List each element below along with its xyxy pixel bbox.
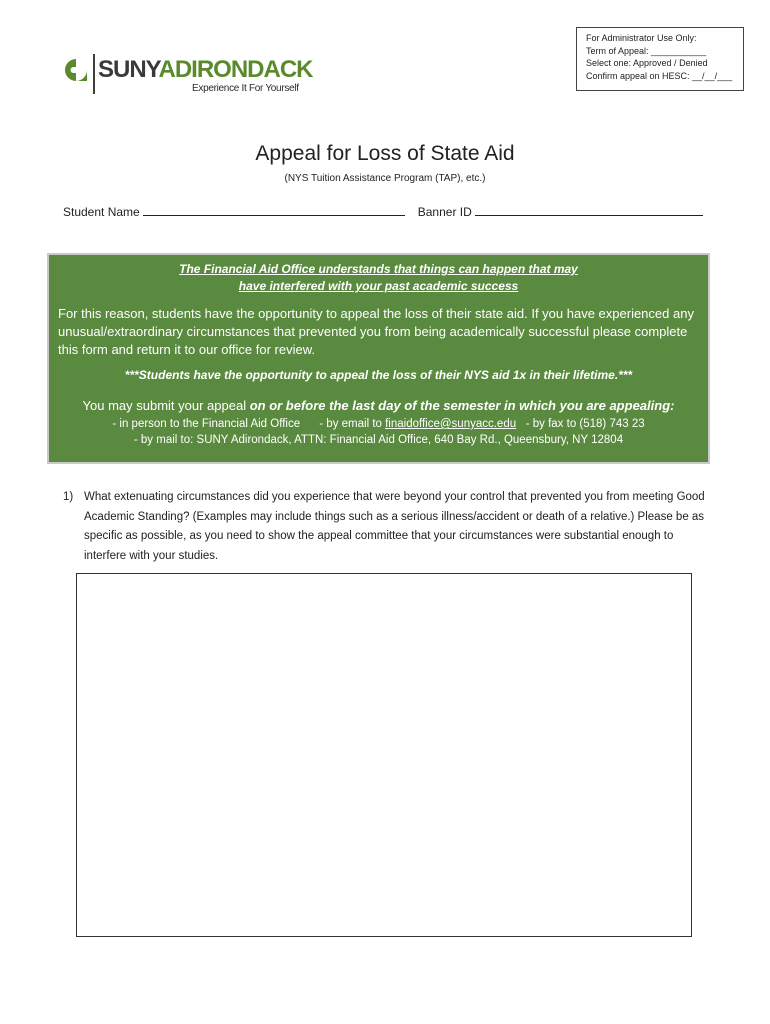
submit-emphasis: on or before the last day of the semester in which you are appealing: (249, 398, 675, 413)
logo-word-adirondack: ADIRONDACK (158, 56, 313, 83)
logo-wordmark (98, 55, 312, 85)
method-email-prefix: - by email to (319, 418, 386, 430)
admin-use-box (576, 27, 744, 91)
admin-heading: For Administrator Use Only: (586, 33, 697, 43)
question-number: 1) (63, 491, 74, 503)
student-name-field[interactable] (143, 204, 405, 216)
banner-id-field[interactable] (475, 204, 703, 216)
info-heading-line1: The Financial Aid Office understands that things can happen that may (179, 262, 578, 276)
logo-divider (93, 54, 95, 94)
method-fax: - by fax to (518) 743 23 (525, 418, 645, 430)
banner-id-label: Banner ID (417, 205, 472, 219)
answer-box-1[interactable] (76, 573, 692, 937)
logo-tagline: Experience It For Yourself (192, 83, 299, 94)
admin-confirm: Confirm appeal on HESC: __/__/___ (586, 70, 733, 81)
info-body: For this reason, students have the opportunity to appeal the loss of their state aid. If you have experienced any unusual/extraordinary circumstances that prevented you from being academically successful please complete this form and return it to our office for review. (58, 306, 694, 357)
student-name-label: Student Name (63, 205, 140, 219)
suny-adirondack-logo (64, 54, 314, 98)
admin-select: Select one: Approved / Denied (586, 58, 708, 68)
finaid-email-link[interactable]: finaidoffice@sunyacc.edu (385, 418, 517, 430)
submit-instructions (49, 398, 708, 413)
student-info-row (63, 204, 703, 219)
logo-word-suny: SUNY (98, 56, 159, 83)
submission-methods (49, 416, 708, 448)
admin-term: Term of Appeal: ___________ (586, 45, 707, 56)
info-note: ***Students have the opportunity to appeal the loss of their NYS aid 1x in their lifetime.*** (124, 368, 633, 382)
question-1 (63, 488, 713, 566)
submit-prefix: You may submit your appeal (82, 398, 250, 413)
question-text: What extenuating circumstances did you experience that were beyond your control that prevented you from meeting Good Academic Standing? (Examples may include things such as a serious illness/accident or death of a relative.) Please be as specific as possible, as you need to show the appeal committee that your circumstances were substantial enough to interfere with your studies. (84, 491, 705, 562)
info-box (47, 253, 710, 464)
page-subtitle: (NYS Tuition Assistance Program (TAP), etc.) (284, 173, 486, 184)
method-in-person: - in person to the Financial Aid Office (112, 418, 301, 430)
info-heading-line2: have interfered with your past academic success (238, 279, 519, 293)
page-title: Appeal for Loss of State Aid (255, 142, 515, 165)
info-heading (49, 261, 708, 295)
method-mail: - by mail to: SUNY Adirondack, ATTN: Financial Aid Office, 640 Bay Rd., Queensbury, NY 12804 (133, 434, 624, 446)
logo-mark-icon (64, 58, 88, 82)
